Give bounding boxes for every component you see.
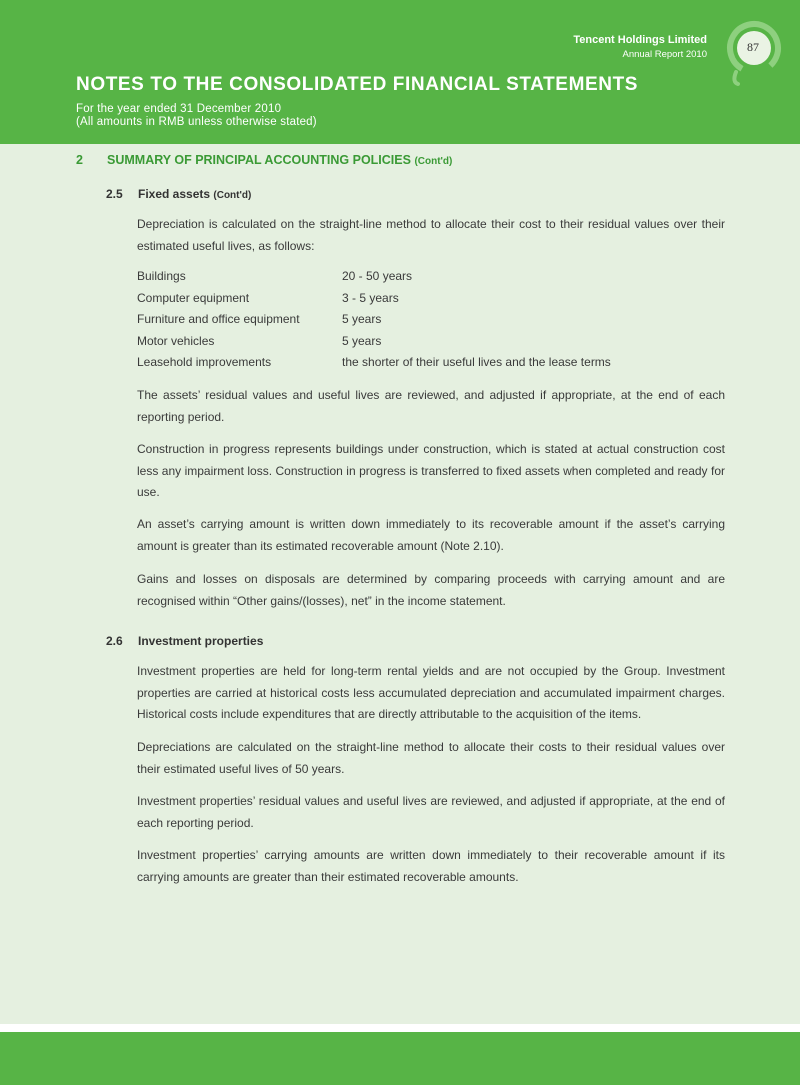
useful-life: 20 - 50 years: [342, 269, 413, 283]
asset-category: Computer equipment: [137, 290, 250, 305]
asset-category: Motor vehicles: [137, 333, 215, 348]
subsection-2-5-number: 2.5: [106, 187, 123, 201]
depreciation-table: [137, 266, 737, 374]
company-name: Tencent Holdings Limited: [573, 34, 707, 46]
section-number: 2: [76, 153, 83, 167]
page-footer: [0, 1032, 800, 1085]
subsection-2-6-number: 2.6: [106, 634, 123, 648]
paragraph-gains-losses: Gains and losses on disposals are determined by comparing proceeds with carrying amount and are recognised within “Other gains/(losses), net” in the income statement.: [137, 572, 725, 608]
subsection-2-5-title: [138, 187, 251, 201]
subsection-2-5-cont: (Cont'd): [213, 190, 252, 201]
paragraph-construction-in-progress: Construction in progress represents buildings under construction, which is stated at actual construction cost less any impairment loss. Construction in progress is transferred to fixed assets when completed and ready for use.: [137, 442, 725, 499]
useful-life: 3 - 5 years: [342, 290, 399, 305]
useful-life: the shorter of their useful lives and the lease terms: [342, 355, 611, 369]
paragraph-carrying-amount: An asset’s carrying amount is written down immediately to its recoverable amount if the asset’s carrying amount is greater than its estimated recoverable amount (Note 2.10).: [137, 517, 725, 553]
subtitle-line-currency: (All amounts in RMB unless otherwise stated): [76, 116, 317, 128]
asset-category: Furniture and office equipment: [137, 312, 300, 326]
section-cont: (Cont'd): [414, 156, 453, 167]
report-name: Annual Report 2010: [622, 49, 707, 60]
page-number: 87: [747, 40, 759, 54]
asset-category: Leasehold improvements: [137, 355, 272, 369]
useful-life: 5 years: [342, 312, 382, 326]
section-title-text: SUMMARY OF PRINCIPAL ACCOUNTING POLICIES: [107, 153, 411, 167]
subsection-2-5-title-text: Fixed assets: [138, 187, 211, 201]
asset-category: Buildings: [137, 269, 186, 283]
subtitle-line-period: For the year ended 31 December 2010: [76, 103, 282, 115]
table-row: [137, 352, 737, 374]
paragraph-depreciation-intro: Depreciation is calculated on the straight-line method to allocate their cost to their residual values over their estimated useful lives, as follows:: [137, 217, 725, 253]
paragraph-residual-review: The assets’ residual values and useful lives are reviewed, and adjusted if appropriate, at the end of each reporting period.: [137, 388, 725, 424]
table-row: [137, 331, 737, 353]
table-row: [137, 288, 737, 310]
useful-life: 5 years: [342, 333, 382, 348]
paragraph-investment-properties: Investment properties are held for long-term rental yields and are not occupied by the Group. Investment properties are carried at historical costs less accumulated depreciation and accumulated impairment charges. Historical costs include expenditures that are directly attributable to the acquisition of the items.: [137, 664, 725, 721]
paragraph-depreciations: Depreciations are calculated on the straight-line method to allocate their costs to their residual values over their estimated useful lives of 50 years.: [137, 740, 725, 776]
subsection-2-6-title: Investment properties: [138, 634, 264, 648]
page-subtitle: [76, 103, 317, 129]
page-title: NOTES TO THE CONSOLIDATED FINANCIAL STATEMENTS: [76, 74, 639, 95]
paragraph-investment-carrying: Investment properties’ carrying amounts are written down immediately to their recoverable amount if its carrying amounts are greater than their estimated recoverable amounts.: [137, 848, 725, 884]
paragraph-investment-residual: Investment properties’ residual values and useful lives are reviewed, and adjusted if appropriate, at the end of each reporting period.: [137, 794, 725, 830]
section-title: [107, 153, 452, 167]
table-row: [137, 309, 737, 331]
page-header: [0, 0, 800, 144]
table-row: [137, 266, 737, 288]
